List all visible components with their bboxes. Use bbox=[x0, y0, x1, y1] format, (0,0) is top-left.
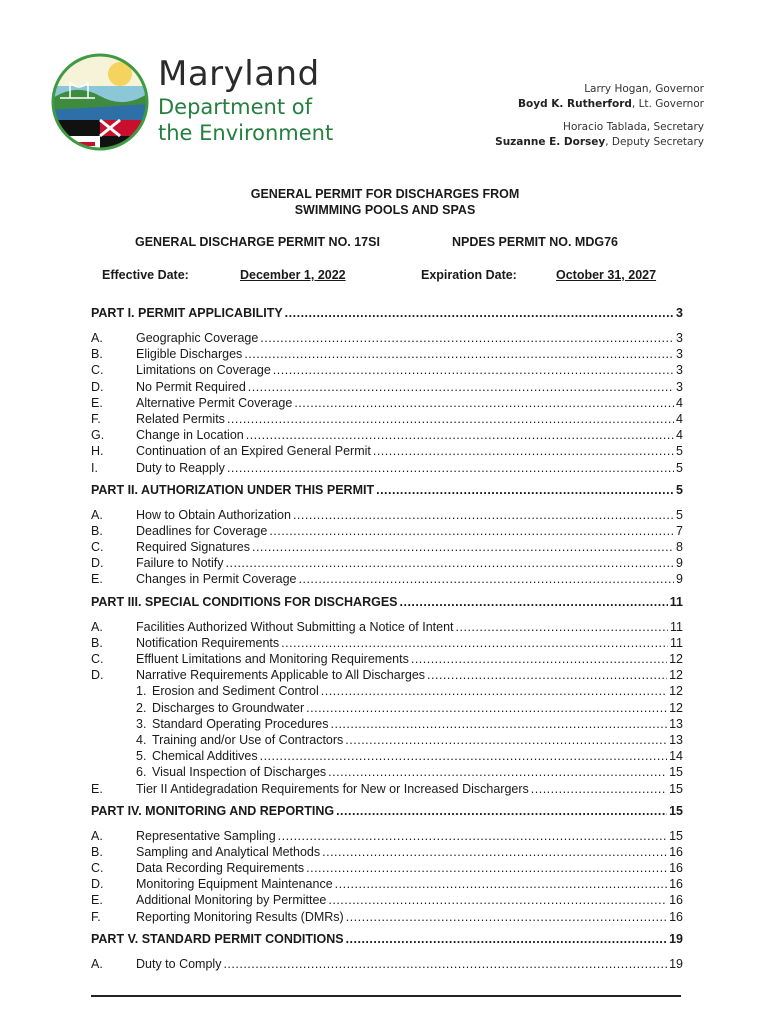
toc-subitem[interactable] bbox=[91, 717, 683, 733]
toc-part-page: 5 bbox=[676, 482, 683, 497]
toc-leader-dots bbox=[273, 363, 674, 377]
toc-item-letter: E. bbox=[91, 893, 103, 908]
toc-item-text: Tier II Antidegradation Requirements for New or Increased Dischargers bbox=[136, 781, 529, 796]
toc-leader-dots bbox=[456, 620, 668, 634]
toc-item-text: Chemical Additives bbox=[152, 749, 258, 764]
toc-item-text: Alternative Permit Coverage bbox=[136, 395, 293, 410]
toc-item-text: How to Obtain Authorization bbox=[136, 507, 291, 522]
toc-item-page: 12 bbox=[669, 668, 683, 683]
toc-item-page: 16 bbox=[669, 877, 683, 892]
toc-item-letter: D. bbox=[91, 379, 104, 394]
toc-item-number: 6. bbox=[136, 765, 147, 780]
toc-item-page: 16 bbox=[669, 861, 683, 876]
toc-item-page: 5 bbox=[676, 507, 683, 522]
toc-part-items bbox=[91, 508, 683, 589]
toc-item-letter: B. bbox=[91, 347, 103, 362]
toc-leader-dots bbox=[345, 733, 667, 747]
toc-leader-dots bbox=[246, 428, 674, 442]
toc-item-page: 3 bbox=[676, 347, 683, 362]
toc-item-letter: A. bbox=[91, 828, 103, 843]
agency-dept-line1: Department of bbox=[158, 95, 312, 119]
toc-item[interactable] bbox=[91, 331, 683, 347]
toc-leader-dots bbox=[299, 572, 675, 586]
agency-state: Maryland bbox=[158, 54, 320, 94]
toc-item-page: 9 bbox=[676, 556, 683, 571]
toc-item-text: Continuation of an Expired General Permit bbox=[136, 444, 371, 459]
toc-leader-dots bbox=[411, 652, 667, 666]
toc-item-page: 15 bbox=[669, 765, 683, 780]
toc-leader-dots bbox=[335, 877, 667, 891]
npdes-permit-number: NPDES PERMIT NO. MDG76 bbox=[452, 235, 618, 249]
toc-item-text: Facilities Authorized Without Submitting a Notice of Intent bbox=[136, 619, 454, 634]
toc-leader-dots bbox=[285, 306, 674, 320]
toc-item-letter: D. bbox=[91, 877, 104, 892]
officials-list bbox=[495, 82, 704, 150]
toc-item-page: 16 bbox=[669, 909, 683, 924]
toc-item-page: 19 bbox=[669, 956, 683, 971]
toc-leader-dots bbox=[226, 556, 675, 570]
toc-item-text: Geographic Coverage bbox=[136, 331, 259, 345]
toc-leader-dots bbox=[427, 668, 667, 682]
toc-item-page: 4 bbox=[676, 395, 683, 410]
toc-part-title: PART I. PERMIT APPLICABILITY bbox=[91, 306, 283, 320]
toc-item-page: 9 bbox=[676, 572, 683, 587]
toc-item-text: Representative Sampling bbox=[136, 828, 276, 843]
toc-item-page: 4 bbox=[676, 411, 683, 426]
toc-item[interactable] bbox=[91, 428, 683, 444]
toc-item-text: Additional Monitoring by Permittee bbox=[136, 893, 327, 908]
toc-item-text: Erosion and Sediment Control bbox=[152, 684, 319, 699]
effective-date-value: December 1, 2022 bbox=[240, 268, 346, 282]
toc-item[interactable] bbox=[91, 556, 683, 572]
toc-item-page: 14 bbox=[669, 749, 683, 764]
toc-part-page: 3 bbox=[676, 306, 683, 320]
toc-item[interactable] bbox=[91, 412, 683, 428]
toc-item[interactable] bbox=[91, 508, 683, 524]
toc-item-text: Deadlines for Coverage bbox=[136, 523, 268, 538]
toc-leader-dots bbox=[260, 331, 674, 345]
toc-item[interactable] bbox=[91, 652, 683, 668]
toc-leader-dots bbox=[281, 636, 668, 650]
toc-item-text: Failure to Notify bbox=[136, 556, 224, 571]
official-deputy-secretary: Suzanne E. Dorsey, Deputy Secretary bbox=[495, 136, 704, 148]
toc-item-letter: G. bbox=[91, 428, 105, 443]
toc-item-page: 5 bbox=[676, 460, 683, 475]
toc-leader-dots bbox=[531, 782, 667, 796]
toc-part-title: PART IV. MONITORING AND REPORTING bbox=[91, 803, 335, 818]
document-title-line2: SWIMMING POOLS AND SPAS bbox=[294, 203, 476, 217]
toc-item[interactable] bbox=[91, 396, 683, 412]
official-lt-governor: Boyd K. Rutherford, Lt. Governor bbox=[518, 98, 704, 110]
toc-part-page: 15 bbox=[669, 803, 683, 818]
toc-item[interactable] bbox=[91, 380, 683, 396]
document-title-line1: GENERAL PERMIT FOR DISCHARGES FROM bbox=[250, 187, 520, 201]
toc-item[interactable] bbox=[91, 461, 683, 477]
toc-item-page: 11 bbox=[670, 635, 683, 650]
toc-subitem[interactable] bbox=[91, 733, 683, 749]
toc-item-text: Standard Operating Procedures bbox=[152, 716, 329, 731]
toc-item-text: Narrative Requirements Applicable to All Discharges bbox=[136, 668, 426, 683]
toc-item-number: 5. bbox=[136, 749, 147, 764]
toc-item-letter: B. bbox=[91, 635, 103, 650]
toc-item-page: 15 bbox=[669, 828, 683, 843]
toc-leader-dots bbox=[294, 396, 674, 410]
toc-item-text: Notification Requirements bbox=[136, 635, 280, 650]
toc-item-text: Limitations on Coverage bbox=[136, 363, 271, 378]
toc-item-text: Training and/or Use of Contractors bbox=[152, 732, 344, 747]
toc-leader-dots bbox=[322, 845, 667, 859]
toc-item-number: 4. bbox=[136, 732, 147, 747]
toc-item-text: Duty to Comply bbox=[136, 956, 222, 971]
toc-part-title: PART II. AUTHORIZATION UNDER THIS PERMIT bbox=[91, 482, 375, 497]
toc-subitem[interactable] bbox=[91, 749, 683, 765]
expiration-date-label: Expiration Date: bbox=[421, 268, 517, 282]
toc-item-text: Sampling and Analytical Methods bbox=[136, 844, 321, 859]
toc-item[interactable] bbox=[91, 845, 683, 861]
toc-item-number: 1. bbox=[136, 684, 147, 699]
toc-subitem[interactable] bbox=[91, 701, 683, 717]
toc-item[interactable] bbox=[91, 861, 683, 877]
toc-leader-dots bbox=[260, 749, 667, 763]
toc-part-heading[interactable] bbox=[91, 804, 683, 822]
toc-item[interactable] bbox=[91, 444, 683, 460]
toc-item-letter: F. bbox=[91, 411, 101, 426]
toc-part-items bbox=[91, 331, 683, 477]
toc-item-letter: H. bbox=[91, 444, 104, 459]
toc-item-text: Data Recording Requirements bbox=[136, 861, 305, 876]
toc-item-text: Eligible Discharges bbox=[136, 347, 243, 362]
toc-item[interactable] bbox=[91, 363, 683, 379]
toc-item[interactable] bbox=[91, 524, 683, 540]
toc-leader-dots bbox=[400, 595, 668, 609]
toc-leader-dots bbox=[321, 684, 667, 698]
toc-item-text: Related Permits bbox=[136, 411, 225, 426]
toc-item-page: 12 bbox=[669, 684, 683, 699]
toc-item[interactable] bbox=[91, 668, 683, 684]
toc-part-page: 11 bbox=[669, 594, 683, 609]
toc-item[interactable] bbox=[91, 620, 683, 636]
toc-item[interactable] bbox=[91, 957, 683, 973]
toc-part-title: PART III. SPECIAL CONDITIONS FOR DISCHARGES bbox=[91, 594, 398, 609]
toc-item-page: 5 bbox=[676, 444, 683, 459]
toc-item-letter: F. bbox=[91, 909, 101, 924]
toc-item-text: Changes in Permit Coverage bbox=[136, 572, 297, 587]
toc-item-letter: A. bbox=[91, 331, 103, 345]
toc-leader-dots bbox=[376, 483, 674, 497]
agency-name bbox=[158, 54, 333, 146]
effective-date-label: Effective Date: bbox=[102, 268, 189, 282]
toc-item-page: 12 bbox=[669, 700, 683, 715]
mde-logo bbox=[50, 52, 150, 152]
toc-item[interactable] bbox=[91, 910, 683, 926]
toc-item-page: 4 bbox=[676, 428, 683, 443]
toc-leader-dots bbox=[328, 893, 667, 907]
toc-item-text: Change in Location bbox=[136, 428, 244, 443]
bottom-divider bbox=[91, 995, 681, 997]
toc-item-page: 8 bbox=[676, 540, 683, 555]
toc-item-page: 11 bbox=[670, 619, 683, 634]
toc-leader-dots bbox=[252, 540, 674, 554]
toc-leader-dots bbox=[331, 717, 668, 731]
toc-item-page: 15 bbox=[669, 781, 683, 796]
toc-leader-dots bbox=[278, 829, 667, 843]
toc-item-letter: D. bbox=[91, 556, 104, 571]
toc-leader-dots bbox=[346, 932, 668, 946]
agency-dept-line2: the Environment bbox=[158, 121, 334, 145]
toc-leader-dots bbox=[269, 524, 674, 538]
toc-subitem[interactable] bbox=[91, 684, 683, 700]
toc-leader-dots bbox=[336, 804, 667, 818]
toc-item-text: Duty to Reapply bbox=[136, 460, 225, 475]
toc-part-title: PART V. STANDARD PERMIT CONDITIONS bbox=[91, 931, 344, 946]
toc-item-number: 3. bbox=[136, 716, 147, 731]
toc-leader-dots bbox=[346, 910, 667, 924]
toc-item-number: 2. bbox=[136, 700, 147, 715]
toc-item-letter: C. bbox=[91, 861, 104, 876]
toc-part-items bbox=[91, 957, 683, 973]
toc-leader-dots bbox=[244, 347, 674, 361]
toc-item[interactable] bbox=[91, 893, 683, 909]
toc-leader-dots bbox=[306, 701, 667, 715]
toc-item[interactable] bbox=[91, 636, 683, 652]
toc-item-letter: E. bbox=[91, 781, 103, 796]
toc-part-heading[interactable] bbox=[91, 483, 683, 501]
toc-item-letter: B. bbox=[91, 844, 103, 859]
toc-item-page: 12 bbox=[669, 652, 683, 666]
toc-item[interactable] bbox=[91, 782, 683, 798]
toc-leader-dots bbox=[223, 957, 667, 971]
toc-item[interactable] bbox=[91, 347, 683, 363]
toc-item-text: Monitoring Equipment Maintenance bbox=[136, 877, 333, 892]
toc-item-letter: A. bbox=[91, 956, 103, 971]
toc-part-heading[interactable] bbox=[91, 595, 683, 613]
toc-leader-dots bbox=[306, 861, 667, 875]
toc-leader-dots bbox=[248, 380, 674, 394]
toc-item-page: 13 bbox=[669, 716, 683, 731]
toc-item-text: Discharges to Groundwater bbox=[152, 700, 305, 715]
toc-part-items bbox=[91, 829, 683, 926]
toc-leader-dots bbox=[373, 444, 674, 458]
toc-item-page: 16 bbox=[669, 844, 683, 859]
toc-item-page: 3 bbox=[676, 331, 683, 345]
toc-subitem[interactable] bbox=[91, 765, 683, 781]
toc-item[interactable] bbox=[91, 572, 683, 588]
toc-leader-dots bbox=[227, 412, 674, 426]
toc-item-text: Visual Inspection of Discharges bbox=[152, 765, 327, 780]
toc-item[interactable] bbox=[91, 829, 683, 845]
toc-leader-dots bbox=[328, 765, 667, 779]
toc-item[interactable] bbox=[91, 877, 683, 893]
toc-item-letter: C. bbox=[91, 652, 104, 666]
toc-leader-dots bbox=[227, 461, 674, 475]
toc-item-page: 13 bbox=[669, 732, 683, 747]
toc-item-letter: A. bbox=[91, 619, 103, 634]
toc-item[interactable] bbox=[91, 540, 683, 556]
expiration-date-value: October 31, 2027 bbox=[556, 268, 657, 282]
toc-item-letter: C. bbox=[91, 540, 104, 555]
table-of-contents bbox=[91, 306, 683, 973]
toc-part-heading[interactable] bbox=[91, 932, 683, 950]
toc-item-letter: E. bbox=[91, 572, 103, 587]
toc-part-items bbox=[91, 620, 683, 798]
official-secretary: Horacio Tablada, Secretary bbox=[563, 121, 704, 133]
toc-item-text: Reporting Monitoring Results (DMRs) bbox=[136, 909, 344, 924]
toc-item-page: 3 bbox=[676, 363, 683, 378]
toc-item-text: Effluent Limitations and Monitoring Requirements bbox=[136, 652, 409, 666]
toc-item-letter: D. bbox=[91, 668, 104, 683]
toc-part-heading[interactable] bbox=[91, 306, 683, 324]
toc-item-letter: E. bbox=[91, 395, 103, 410]
toc-item-text: Required Signatures bbox=[136, 540, 250, 555]
toc-part-page: 19 bbox=[669, 931, 683, 946]
toc-item-page: 7 bbox=[676, 523, 683, 538]
toc-item-page: 3 bbox=[676, 379, 683, 394]
general-permit-number: GENERAL DISCHARGE PERMIT NO. 17SI bbox=[135, 235, 380, 249]
toc-item-page: 16 bbox=[669, 893, 683, 908]
toc-item-letter: A. bbox=[91, 507, 103, 522]
official-governor: Larry Hogan, Governor bbox=[584, 83, 704, 95]
toc-item-letter: I. bbox=[91, 460, 98, 475]
toc-leader-dots bbox=[293, 508, 674, 522]
toc-item-letter: C. bbox=[91, 363, 104, 378]
toc-item-text: No Permit Required bbox=[136, 379, 246, 394]
toc-item-letter: B. bbox=[91, 523, 103, 538]
